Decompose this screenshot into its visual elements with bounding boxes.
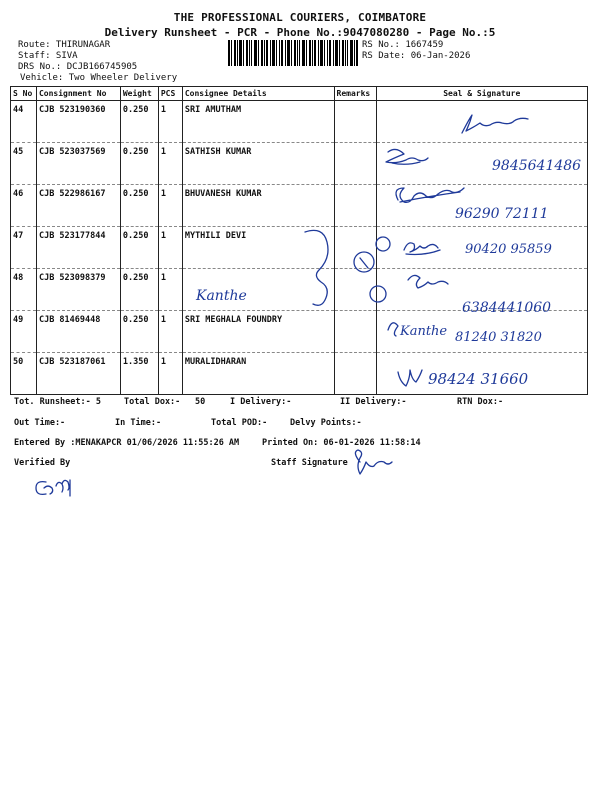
table-row — [11, 269, 588, 311]
in-time: In Time:- — [115, 418, 162, 428]
staff-signature-ink — [355, 450, 392, 474]
cell-signature — [376, 143, 587, 185]
cell-pcs: 1 — [158, 353, 182, 395]
cell-signature — [376, 185, 587, 227]
cell-weight: 0.250 — [120, 143, 158, 185]
cell-consignee: SATHISH KUMAR — [182, 143, 334, 185]
drs-number: DRS No.: DCJB166745905 — [18, 62, 138, 72]
cell-remarks — [334, 143, 376, 185]
cell-consignment: CJB 523098379 — [36, 269, 120, 311]
delvy-points: Delvy Points:- — [290, 418, 362, 428]
table-row — [11, 311, 588, 353]
header-pcs: PCS — [158, 87, 182, 101]
cell-remarks — [334, 269, 376, 311]
cell-signature — [376, 353, 587, 395]
header-sno: S No — [11, 87, 37, 101]
header-weight: Weight — [120, 87, 158, 101]
cell-weight: 0.250 — [120, 101, 158, 143]
company-title: THE PROFESSIONAL COURIERS, COIMBATORE — [173, 11, 427, 24]
cell-sno: 50 — [11, 353, 37, 395]
cell-pcs: 1 — [158, 143, 182, 185]
header-consignee: Consignee Details — [182, 87, 334, 101]
handwritten-phone-47: 90420 95859 — [465, 242, 552, 257]
cell-consignee: SRI MEGHALA FOUNDRY — [182, 311, 334, 353]
handwritten-name-49: Kanthe — [400, 324, 448, 339]
out-time: Out Time:- — [14, 418, 66, 428]
cell-remarks — [334, 227, 376, 269]
header-seal-signature: Seal & Signature — [376, 87, 587, 101]
header-remarks: Remarks — [334, 87, 376, 101]
runsheet-table — [10, 86, 588, 395]
vehicle-label: Vehicle: Two Wheeler Delivery — [20, 73, 178, 83]
table-row — [11, 185, 588, 227]
cell-weight: 1.350 — [120, 353, 158, 395]
cell-consignee: MURALIDHARAN — [182, 353, 334, 395]
cell-sno: 49 — [11, 311, 37, 353]
cell-weight: 0.250 — [120, 185, 158, 227]
cell-pcs: 1 — [158, 101, 182, 143]
tot-runsheet: Tot. Runsheet:- 5 — [14, 397, 101, 407]
cell-consignment: CJB 523037569 — [36, 143, 120, 185]
handwritten-phone-45: 9845641486 — [492, 158, 582, 174]
cell-signature — [376, 269, 587, 311]
rs-date: RS Date: 06-Jan-2026 — [362, 51, 471, 61]
table-row — [11, 353, 588, 395]
rtn-dox: RTN Dox:- — [457, 397, 504, 407]
cell-weight: 0.250 — [120, 311, 158, 353]
cell-weight: 0.250 — [120, 227, 158, 269]
cell-consignment: CJB 523177844 — [36, 227, 120, 269]
cell-consignment: CJB 523190360 — [36, 101, 120, 143]
verified-by: Verified By — [14, 458, 71, 468]
cell-sno: 45 — [11, 143, 37, 185]
cell-signature — [376, 227, 587, 269]
cell-pcs: 1 — [158, 227, 182, 269]
verified-signature-ink — [36, 480, 70, 496]
cell-consignee: SRI AMUTHAM — [182, 101, 334, 143]
total-dox-value: 50 — [195, 397, 206, 407]
cell-remarks — [334, 185, 376, 227]
printed-on: Printed On: 06-01-2026 11:58:14 — [262, 438, 421, 448]
cell-sno: 46 — [11, 185, 37, 227]
handwritten-phone-50: 98424 31660 — [428, 370, 529, 388]
handwritten-phone-49a: 6384441060 — [462, 300, 552, 316]
cell-remarks — [334, 311, 376, 353]
cell-pcs: 1 — [158, 185, 182, 227]
table-row — [11, 227, 588, 269]
cell-consignment: CJB 523187061 — [36, 353, 120, 395]
cell-sno: 48 — [11, 269, 37, 311]
cell-signature — [376, 311, 587, 353]
barcode-image — [228, 40, 358, 66]
header-consignment: Consignment No — [36, 87, 120, 101]
cell-consignee: BHUVANESH KUMAR — [182, 185, 334, 227]
handwritten-name-48: Kanthe — [196, 288, 247, 304]
rs-number: RS No.: 1667459 — [362, 40, 444, 50]
runsheet-subtitle: Delivery Runsheet - PCR - Phone No.:9047080280 - Page No.:5 — [104, 26, 496, 39]
cell-weight: 0.250 — [120, 269, 158, 311]
cell-remarks — [334, 353, 376, 395]
table-row — [11, 101, 588, 143]
cell-consignee: MYTHILI DEVI — [182, 227, 334, 269]
total-dox-label: Total Dox:- — [124, 397, 181, 407]
handwritten-phone-46: 96290 72111 — [455, 206, 549, 222]
route-label: Route: THIRUNAGAR — [18, 40, 111, 50]
table-header-row — [11, 87, 588, 101]
cell-pcs: 1 — [158, 311, 182, 353]
total-pod: Total POD:- — [211, 418, 268, 428]
cell-sno: 47 — [11, 227, 37, 269]
cell-sno: 44 — [11, 101, 37, 143]
cell-signature — [376, 101, 587, 143]
cell-pcs: 1 — [158, 269, 182, 311]
cell-consignment: CJB 522986167 — [36, 185, 120, 227]
cell-consignment: CJB 81469448 — [36, 311, 120, 353]
cell-remarks — [334, 101, 376, 143]
handwritten-phone-49b: 81240 31820 — [455, 330, 542, 345]
i-delivery: I Delivery:- — [230, 397, 292, 407]
staff-label: Staff: SIVA — [18, 51, 78, 61]
table-row — [11, 143, 588, 185]
staff-signature-label: Staff Signature — [271, 458, 348, 468]
entered-by: Entered By :MENAKAPCR 01/06/2026 11:55:26 AM — [14, 438, 240, 448]
cell-consignee — [182, 269, 334, 311]
ii-delivery: II Delivery:- — [340, 397, 407, 407]
